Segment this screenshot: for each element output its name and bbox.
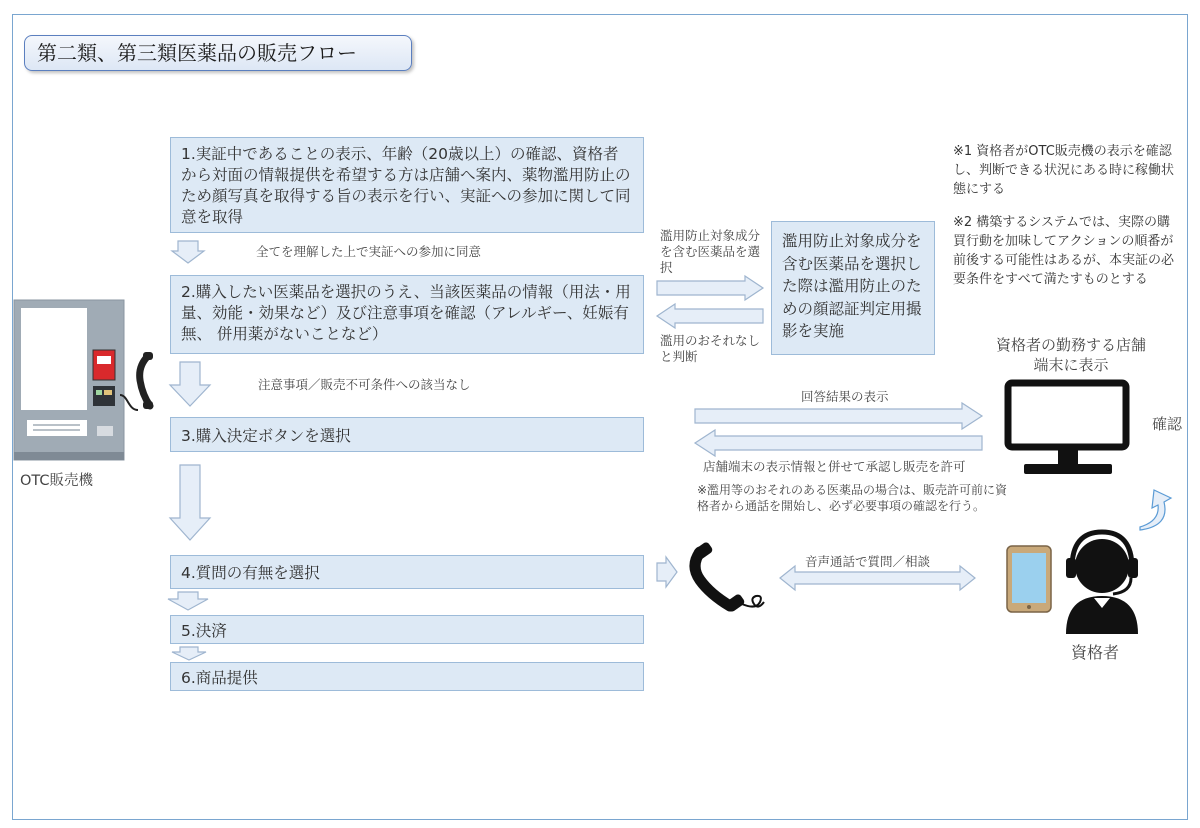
step-5-box: 5.決済: [170, 615, 644, 644]
step-1-box: 1.実証中であることの表示、年齢（20歳以上）の確認、資格者から対面の情報提供を希望する方は店舗へ案内、薬物濫用防止のため顔写真を取得する旨の表示を行い、実証への参加に関して同意を取得: [170, 137, 644, 233]
monitor-icon: [1008, 383, 1126, 474]
page-title: 第二類、第三類医薬品の販売フロー: [24, 35, 412, 71]
transition-label-1: 全てを理解した上で実証への参加に同意: [256, 244, 482, 259]
qualified-person-label: 資格者: [1071, 643, 1120, 662]
arrow-right-abuse: [657, 276, 763, 300]
phone-handset-icon: [692, 541, 764, 613]
vending-machine-icon: [14, 300, 153, 460]
arrow-down-5: [172, 647, 206, 660]
step-2-box: 2.購入したい医薬品を選択のうえ、当該医薬品の情報（用法・用量、効能・効果など）及び注意事項を確認（アレルギー、妊娠有無、 併用薬がないことなど）: [170, 275, 644, 354]
arrow-down-2: [170, 362, 210, 406]
answer-result-label: 回答結果の表示: [801, 389, 889, 404]
arrow-right-phone: [657, 557, 677, 587]
note-1: ※1 資格者がOTC販売機の表示を確認し、判断できる状況にある時に稼働状態にする: [953, 144, 1175, 197]
abuse-select-label: 濫用防止対象成分を含む医薬品を選択: [660, 228, 761, 275]
tablet-icon: [1007, 546, 1051, 612]
transition-label-2: 注意事項／販売不可条件への該当なし: [258, 377, 471, 392]
terminal-label: 資格者の勤務する店舗端末に表示: [996, 336, 1147, 374]
qualified-person-icon: [1066, 532, 1138, 634]
confirm-label: 確認: [1152, 415, 1183, 433]
no-abuse-label: 濫用のおそれなしと判断: [660, 333, 761, 364]
approve-label: 店舗端末の表示情報と併せて承認し販売を許可: [703, 459, 966, 474]
abuse-prevention-box: 濫用防止対象成分を含む医薬品を選択した際は濫用防止のための顔認証判定用撮影を実施: [771, 221, 935, 355]
arrow-right-answer: [695, 403, 982, 429]
abuse-call-note: ※濫用等のおそれのある医薬品の場合は、販売許可前に資格者から通話を開始し、必ず必要事項の確認を行う。: [697, 483, 1008, 513]
arrow-down-4: [168, 592, 208, 610]
arrow-down-1: [172, 241, 204, 263]
note-2: ※2 構築するシステムでは、実際の購買行動を加味してアクションの順番が前後する可能性はあるが、本実証の必要条件をすべて満たすものとする: [953, 215, 1175, 287]
arrow-left-abuse: [657, 304, 763, 328]
curved-arrow-icon: [1140, 490, 1171, 530]
voice-call-label: 音声通話で質問／相談: [805, 554, 931, 569]
arrow-down-3: [170, 465, 210, 540]
step-3-box: 3.購入決定ボタンを選択: [170, 417, 644, 452]
step-6-box: 6.商品提供: [170, 662, 644, 691]
step-4-box: 4.質問の有無を選択: [170, 555, 644, 589]
machine-label: OTC販売機: [20, 473, 94, 489]
arrow-left-approve: [695, 430, 982, 456]
